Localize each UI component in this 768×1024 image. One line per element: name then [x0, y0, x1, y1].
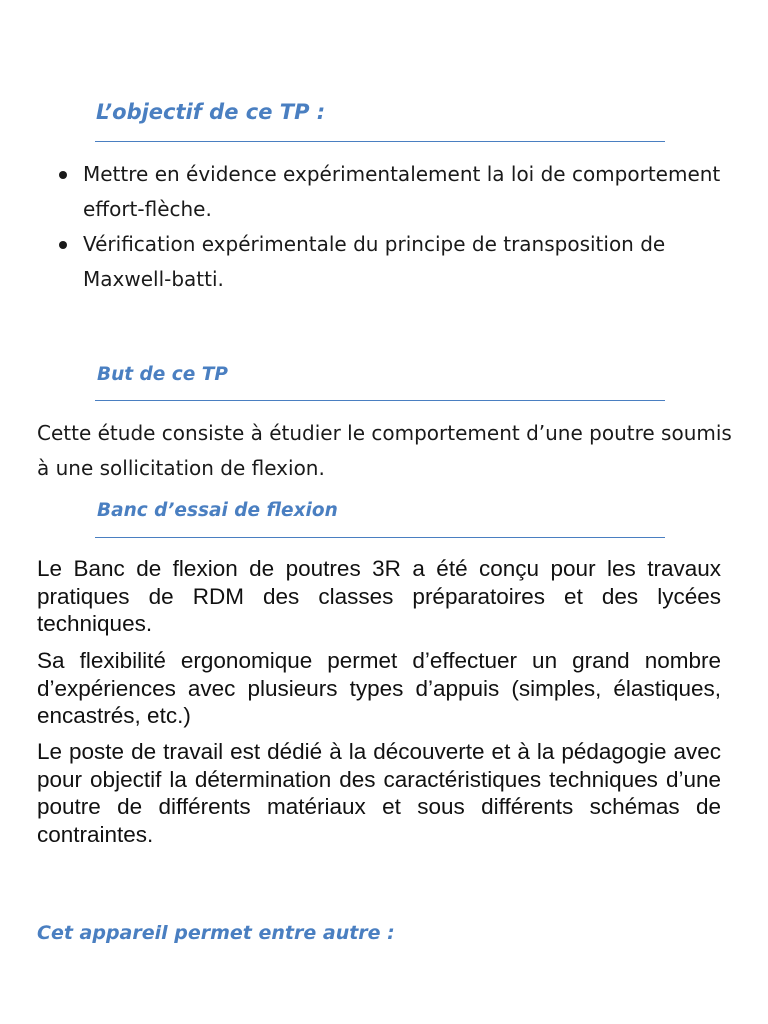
banc-paragraph-2: Sa flexibilité ergonomique permet d’effectuer un grand nombre d’expériences avec plusieurs types d’appuis (simples, élastiques, encastrés, etc.): [37, 648, 721, 728]
objective-text: Vérification expérimentale du principe de transposition de Maxwell-batti.: [83, 232, 666, 291]
but-paragraph: Cette étude consiste à étudier le comportement d’une poutre soumis à une sollicitation de flexion.: [37, 421, 732, 480]
but-rule: [95, 400, 665, 401]
banc-rule: [95, 537, 665, 538]
objective-text: Mettre en évidence expérimentalement la loi de comportement effort-flèche.: [83, 162, 721, 221]
bullet-icon: [59, 171, 67, 179]
objective-heading: L’objectif de ce TP :: [96, 100, 326, 124]
banc-heading: Banc d’essai de flexion: [97, 500, 338, 521]
banc-paragraph-3: Le poste de travail est dédié à la découverte et à la pédagogie avec pour objectif la détermination des caractéristiques techniques d’une poutre de différents matériaux et sous différents schémas de contraintes.: [37, 739, 721, 847]
objective-rule: [95, 141, 665, 142]
but-heading: But de ce TP: [97, 364, 228, 385]
list-item: [83, 157, 723, 227]
objectives-list: [83, 157, 723, 297]
appareil-heading: Cet appareil permet entre autre :: [37, 922, 395, 944]
banc-paragraph-1: Le Banc de flexion de poutres 3R a été conçu pour les travaux pratiques de RDM des classes préparatoires et des lycées techniques.: [37, 556, 721, 636]
list-item: [83, 227, 723, 297]
bullet-icon: [59, 241, 67, 249]
